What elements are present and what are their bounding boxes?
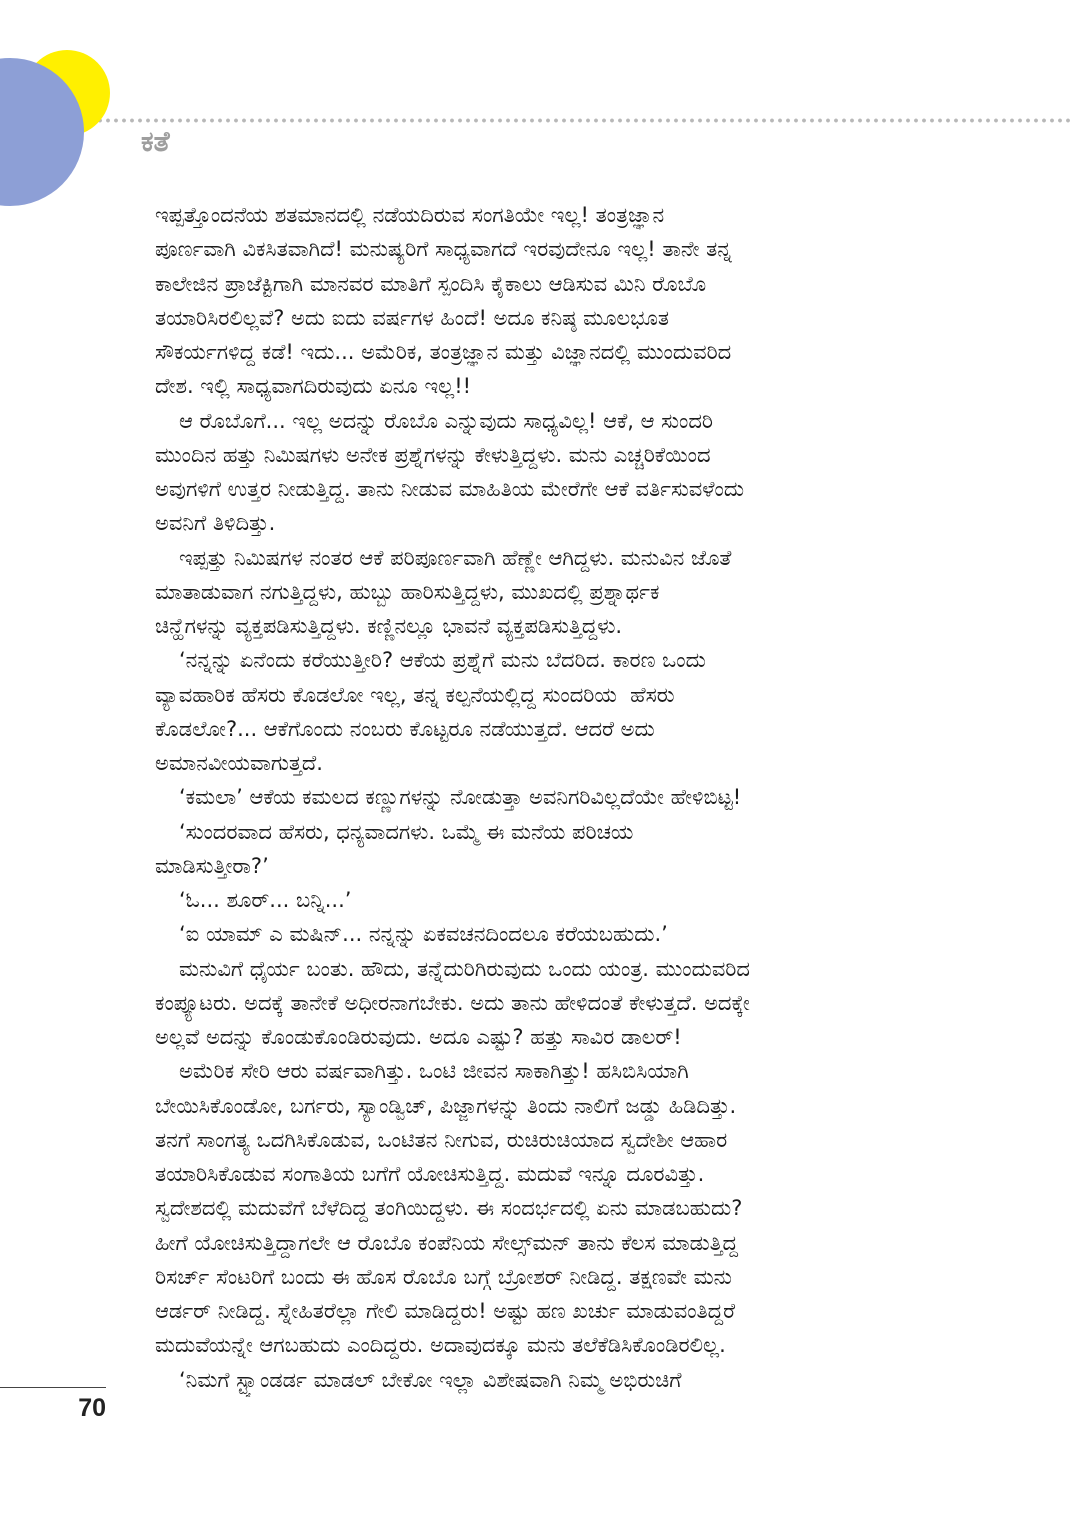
body-line: ವ್ಯಾವಹಾರಿಕ ಹೆಸರು ಕೊಡಲೋ ಇಲ್ಲ, ತನ್ನ ಕಲ್ಪನೆಯಲ್ಲಿದ್ದ ಸುಂದರಿಯ ಹೆಸರು	[155, 682, 675, 707]
body-line: ಮಾಡಿಸುತ್ತೀರಾ?’	[155, 853, 269, 878]
body-line: ಕಂಪ್ಯೂಟರು. ಅದಕ್ಕೆ ತಾನೇಕೆ ಅಧೀರನಾಗಬೇಕು. ಅದು ತಾನು ಹೇಳಿದಂತೆ ಕೇಳುತ್ತದೆ. ಅದಕ್ಕೇ	[155, 990, 750, 1015]
body-line: ಪೂರ್ಣವಾಗಿ ವಿಕಸಿತವಾಗಿದೆ! ಮನುಷ್ಯರಿಗೆ ಸಾಧ್ಯವಾಗದೆ ಇರವುದೇನೂ ಇಲ್ಲ! ತಾನೇ ತನ್ನ	[155, 237, 732, 262]
paragraph	[155, 643, 920, 780]
body-line: ಅಮೆರಿಕ ಸೇರಿ ಆರು ವರ್ಷವಾಗಿತ್ತು. ಒಂಟಿ ಜೀವನ ಸಾಕಾಗಿತ್ತು! ಹಸಿಬಿಸಿಯಾಗಿ	[179, 1059, 689, 1084]
body-line: ಮಾತಾಡುವಾಗ ನಗುತ್ತಿದ್ದಳು, ಹುಬ್ಬು ಹಾರಿಸುತ್ತಿದ್ದಳು, ಮುಖದಲ್ಲಿ ಪ್ರಶ್ನಾರ್ಥಕ	[155, 579, 660, 604]
body-line: ‘ಐ ಯಾಮ್ ಎ ಮಷಿನ್... ನನ್ನನ್ನು ಏಕವಚನದಿಂದಲೂ ಕರೆಯಬಹುದು.’	[179, 922, 668, 947]
body-line: ಅಮಾನವೀಯವಾಗುತ್ತದೆ.	[155, 751, 323, 775]
paragraph	[155, 1363, 920, 1397]
footer-rule	[0, 1387, 106, 1388]
body-line: ಆ ರೊಬೊಗೆ... ಇಲ್ಲ ಅದನ್ನು ರೊಬೊ ಎನ್ನುವುದು ಸಾಧ್ಯವಿಲ್ಲ! ಆಕೆ, ಆ ಸುಂದರಿ	[179, 408, 713, 433]
paragraph	[155, 404, 920, 541]
paragraph	[155, 198, 920, 404]
paragraph	[155, 952, 920, 1055]
body-line: ದೇಶ. ಇಲ್ಲಿ ಸಾಧ್ಯವಾಗದಿರುವುದು ಏನೂ ಇಲ್ಲ!!	[155, 374, 472, 399]
body-line: ಕಾಲೇಜಿನ ಪ್ರಾಜೆಕ್ಟಿಗಾಗಿ ಮಾನವರ ಮಾತಿಗೆ ಸ್ಪಂದಿಸಿ ಕೈಕಾಲು ಆಡಿಸುವ ಮಿನಿ ರೊಬೊ	[155, 271, 707, 296]
body-line: ತನಗೆ ಸಾಂಗತ್ಯ ಒದಗಿಸಿಕೊಡುವ, ಒಂಟಿತನ ನೀಗುವ, ರುಚಿರುಚಿಯಾದ ಸ್ವದೇಶೀ ಆಹಾರ	[155, 1127, 728, 1152]
body-line: ಇಪ್ಪತ್ತೊಂದನೆಯ ಶತಮಾನದಲ್ಲಿ ನಡೆಯದಿರುವ ಸಂಗತಿಯೇ ಇಲ್ಲ! ತಂತ್ರಜ್ಞಾನ	[155, 203, 665, 227]
story-body	[155, 198, 920, 1397]
body-line: ಕೊಡಲೋ?... ಆಕೆಗೊಂದು ನಂಬರು ಕೊಟ್ಟರೂ ನಡೆಯುತ್ತದೆ. ಆದರೆ ಅದು	[155, 716, 655, 741]
body-line: ಅಲ್ಲವೆ ಅದನ್ನು ಕೊಂಡುಕೊಂಡಿರುವುದು. ಅದೂ ಎಷ್ಟು? ಹತ್ತು ಸಾವಿರ ಡಾಲರ್!	[155, 1025, 682, 1049]
body-line: ಮನುವಿಗೆ ಧೈರ್ಯ ಬಂತು. ಹೌದು, ತನ್ನೆದುರಿಗಿರುವುದು ಒಂದು ಯಂತ್ರ. ಮುಂದುವರಿದ	[179, 956, 750, 981]
body-line: ರಿಸರ್ಚ್ ಸೆಂಟರಿಗೆ ಬಂದು ಈ ಹೊಸ ರೊಬೊ ಬಗ್ಗೆ ಬ್ರೋಶರ್ ನೀಡಿದ್ದ. ತಕ್ಷಣವೇ ಮನು	[155, 1264, 732, 1289]
body-line: ತಯಾರಿಸಿಕೊಡುವ ಸಂಗಾತಿಯ ಬಗೆಗೆ ಯೋಚಿಸುತ್ತಿದ್ದ. ಮದುವೆ ಇನ್ನೂ ದೂರವಿತ್ತು.	[155, 1162, 705, 1186]
body-line: ಹೀಗೆ ಯೋಚಿಸುತ್ತಿದ್ದಾಗಲೇ ಆ ರೊಬೊ ಕಂಪೆನಿಯ ಸೇಲ್ಸ್‌ಮನ್ ತಾನು ಕೆಲಸ ಮಾಡುತ್ತಿದ್ದ	[155, 1230, 739, 1255]
body-line: ಅವುಗಳಿಗೆ ಉತ್ತರ ನೀಡುತ್ತಿದ್ದ. ತಾನು ನೀಡುವ ಮಾಹಿತಿಯ ಮೇರೆಗೇ ಆಕೆ ವರ್ತಿಸುವಳೆಂದು	[155, 477, 745, 501]
body-line: ಮುಂದಿನ ಹತ್ತು ನಿಮಿಷಗಳು ಅನೇಕ ಪ್ರಶ್ನೆಗಳನ್ನು ಕೇಳುತ್ತಿದ್ದಳು. ಮನು ಎಚ್ಚರಿಕೆಯಿಂದ	[155, 442, 711, 467]
body-line: ಬೇಯಿಸಿಕೊಂಡೋ, ಬರ್ಗರು, ಸ್ಯಾಂಡ್ವಿಚ್, ಪಿಜ್ಜಾಗಳನ್ನು ತಿಂದು ನಾಲಿಗೆ ಜಡ್ಡು ಹಿಡಿದಿತ್ತು.	[155, 1093, 737, 1118]
body-line: ಸ್ವದೇಶದಲ್ಲಿ ಮದುವೆಗೆ ಬೆಳೆದಿದ್ದ ತಂಗಿಯಿದ್ದಳು. ಈ ಸಂದರ್ಭದಲ್ಲಿ ಏನು ಮಾಡಬಹುದು?	[155, 1196, 743, 1221]
body-line: ‘ನನ್ನನ್ನು ಏನೆಂದು ಕರೆಯುತ್ತೀರಿ? ಆಕೆಯ ಪ್ರಶ್ನೆಗೆ ಮನು ಬೆದರಿದ. ಕಾರಣ ಒಂದು	[179, 648, 706, 673]
paragraph	[155, 815, 920, 884]
paragraph	[155, 883, 920, 917]
body-line: ಅವನಿಗೆ ತಿಳಿದಿತ್ತು.	[155, 511, 276, 536]
body-line: ‘ಸುಂದರವಾದ ಹೆಸರು, ಧನ್ಯವಾದಗಳು. ಒಮ್ಮೆ ಈ ಮನೆಯ ಪರಿಚಯ	[179, 819, 634, 844]
paragraph	[155, 780, 920, 814]
header-dotted-rule	[96, 117, 1072, 124]
body-line: ‘ಓ... ಶೂರ್... ಬನ್ನಿ...’	[179, 888, 352, 912]
paragraph	[155, 1054, 920, 1362]
body-line: ಮದುವೆಯನ್ನೇ ಆಗಬಹುದು ಎಂದಿದ್ದರು. ಅದಾವುದಕ್ಕೂ ಮನು ತಲೆಕೆಡಿಸಿಕೊಂಡಿರಲಿಲ್ಲ.	[155, 1333, 726, 1358]
body-line: ಆರ್ಡರ್ ನೀಡಿದ್ದ. ಸ್ನೇಹಿತರೆಲ್ಲಾ ಗೇಲಿ ಮಾಡಿದ್ದರು! ಅಷ್ಟು ಹಣ ಖರ್ಚು ಮಾಡುವಂತಿದ್ದರೆ	[155, 1299, 736, 1323]
body-line: ‘ನಿಮಗೆ ಸ್ಟ್ಯಾಂಡರ್ಡ ಮಾಡಲ್ ಬೇಕೋ ಇಲ್ಲಾ ವಿಶೇಷವಾಗಿ ನಿಮ್ಮ ಅಭಿರುಚಿಗೆ	[179, 1367, 682, 1392]
page-number: 70	[78, 1394, 106, 1422]
body-line: ತಯಾರಿಸಿರಲಿಲ್ಲವೆ? ಅದು ಐದು ವರ್ಷಗಳ ಹಿಂದೆ! ಅದೂ ಕನಿಷ್ಠ ಮೂಲಭೂತ	[155, 305, 669, 330]
section-label: ಕತೆ	[141, 125, 170, 158]
body-line: ಸೌಕರ್ಯಗಳಿದ್ದ ಕಡೆ! ಇದು... ಅಮೆರಿಕ, ತಂತ್ರಜ್ಞಾನ ಮತ್ತು ವಿಜ್ಞಾನದಲ್ಲಿ ಮುಂದುವರಿದ	[155, 340, 732, 364]
paragraph	[155, 917, 920, 951]
body-line: ಇಪ್ಪತ್ತು ನಿಮಿಷಗಳ ನಂತರ ಆಕೆ ಪರಿಪೂರ್ಣವಾಗಿ ಹೆಣ್ಣೇ ಆಗಿದ್ದಳು. ಮನುವಿನ ಜೊತೆ	[179, 545, 732, 570]
body-line: ‘ಕಮಲಾ’ ಆಕೆಯ ಕಮಲದ ಕಣ್ಣುಗಳನ್ನು ನೋಡುತ್ತಾ ಅವನಿಗರಿವಿಲ್ಲದೆಯೇ ಹೇಳಿಬಿಟ್ಟ!	[179, 785, 742, 810]
body-line: ಚಿನ್ಹೆಗಳನ್ನು ವ್ಯಕ್ತಪಡಿಸುತ್ತಿದ್ದಳು. ಕಣ್ಣಿನಲ್ಲೂ ಭಾವನೆ ವ್ಯಕ್ತಪಡಿಸುತ್ತಿದ್ದಳು.	[155, 614, 623, 638]
paragraph	[155, 541, 920, 644]
